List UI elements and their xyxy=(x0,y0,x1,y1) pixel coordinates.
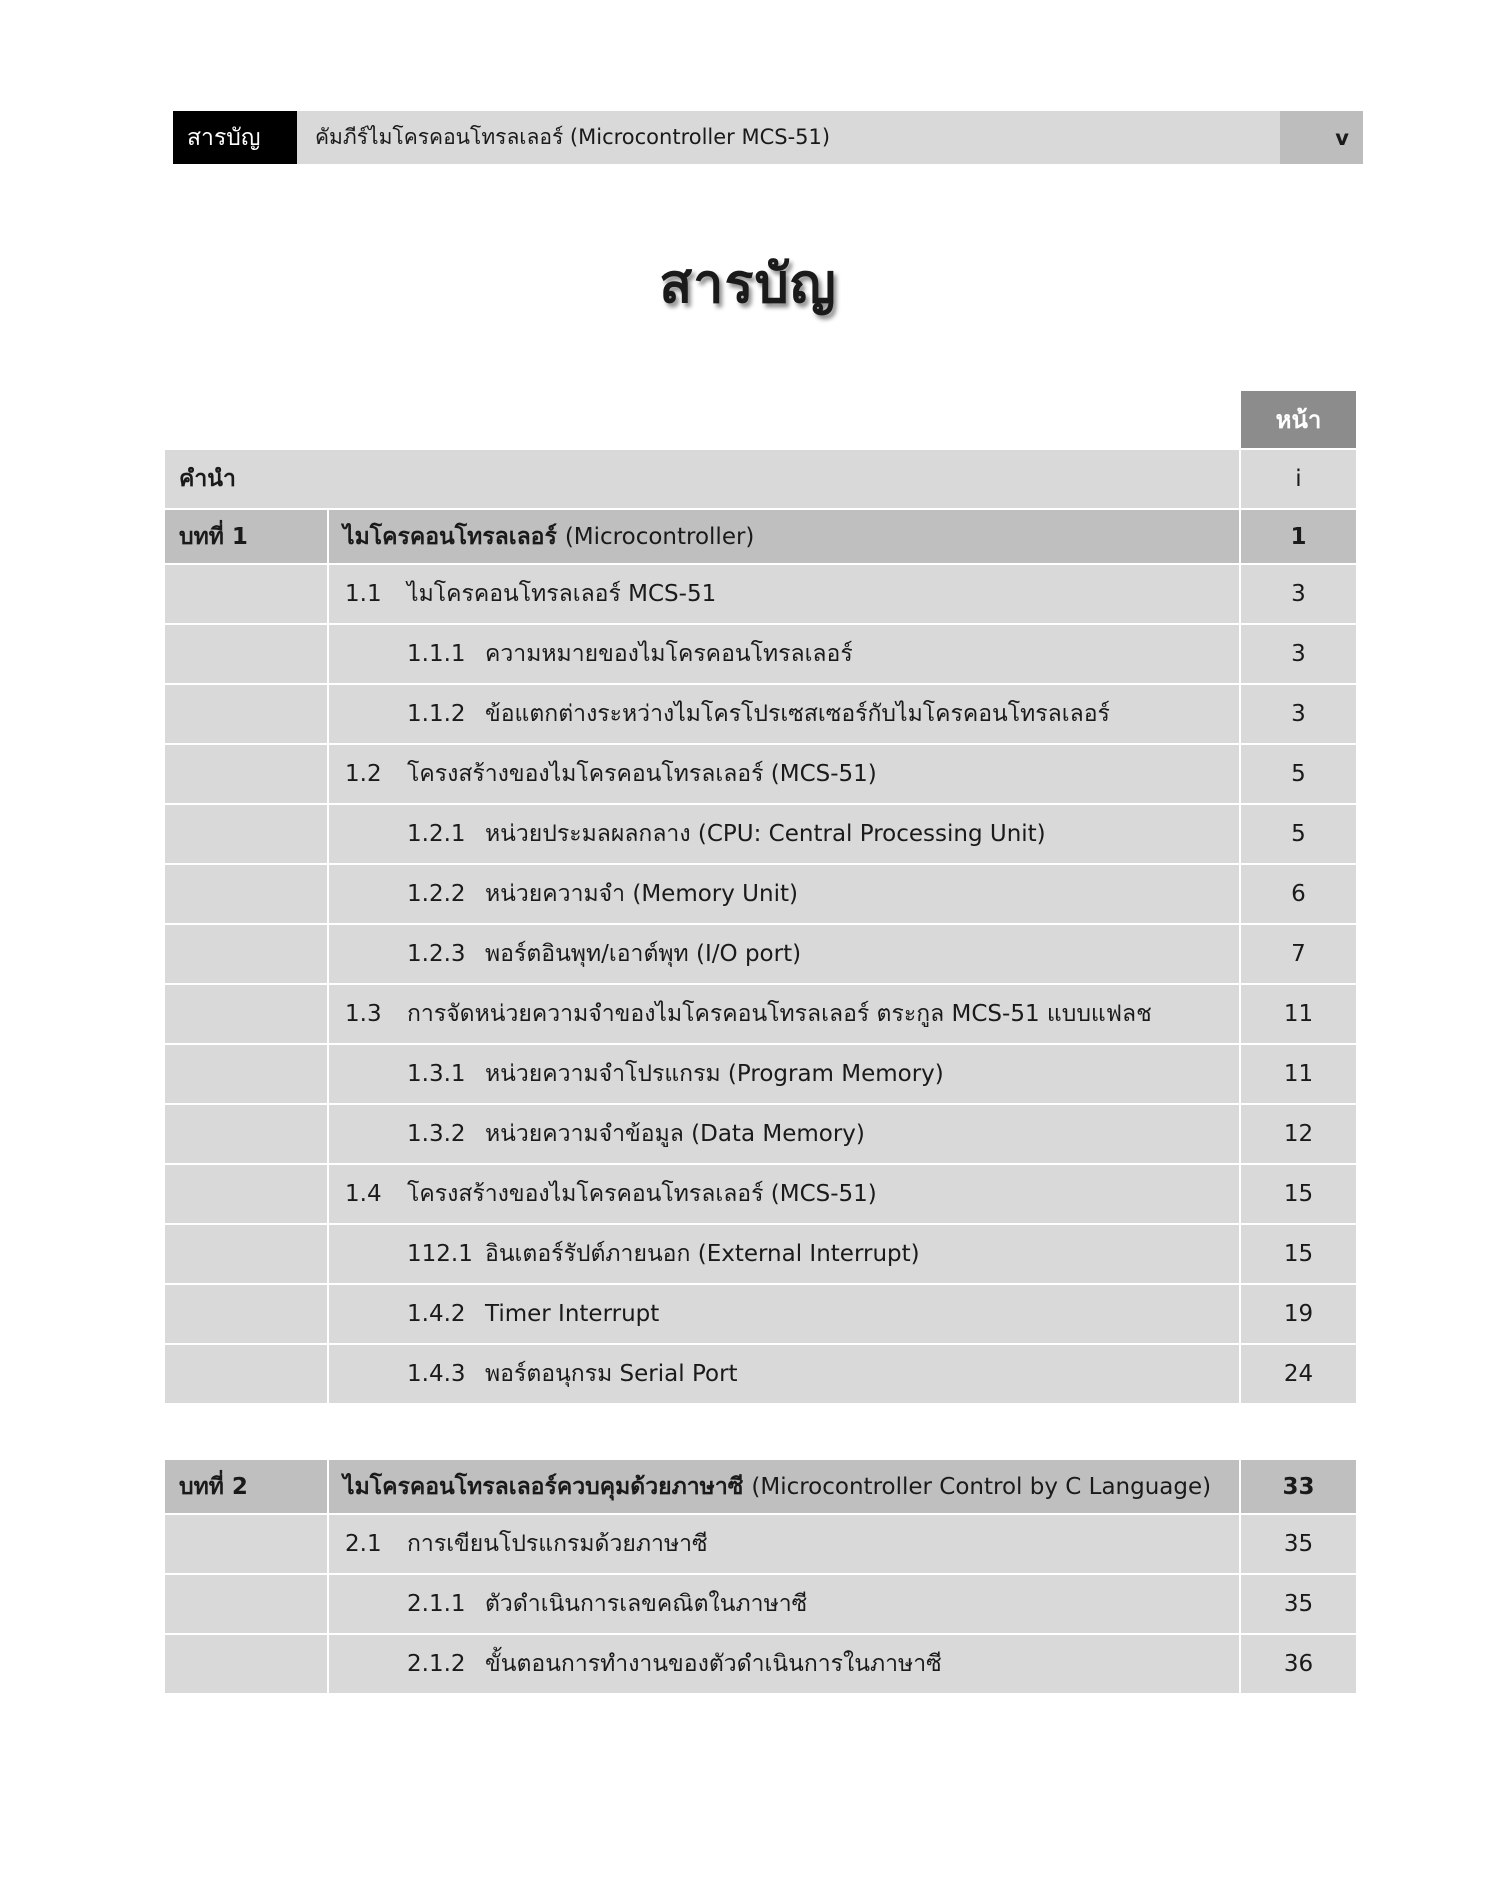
toc-item-number: 2.1.1 xyxy=(407,1591,466,1617)
toc-item-number: 1.2.1 xyxy=(407,821,466,847)
toc-item-page: 3 xyxy=(1241,625,1356,683)
toc-item-number: 1.3.2 xyxy=(407,1121,466,1147)
toc-item-text: โครงสร้างของไมโครคอนโทรลเลอร์ (MCS-51) xyxy=(407,1181,877,1207)
toc-item-page: 11 xyxy=(1241,1045,1356,1103)
toc-row[interactable] xyxy=(165,1225,1356,1283)
toc-row[interactable] xyxy=(165,1285,1356,1343)
toc-item-page: 6 xyxy=(1241,865,1356,923)
toc-item-number: 2.1.2 xyxy=(407,1651,466,1677)
running-header xyxy=(173,111,1363,164)
toc-row[interactable] xyxy=(165,1105,1356,1163)
chapter-1-page: 1 xyxy=(1241,510,1356,563)
toc-item-number: 112.1 xyxy=(407,1241,473,1267)
toc-item-number: 1.4.2 xyxy=(407,1301,466,1327)
toc-row[interactable] xyxy=(165,1635,1356,1693)
toc-item-number: 1.1.2 xyxy=(407,701,466,727)
toc-item-page: 5 xyxy=(1241,805,1356,863)
toc-item-text: การจัดหน่วยความจำของไมโครคอนโทรลเลอร์ ตระกูล MCS-51 แบบแฟลช xyxy=(407,1001,1152,1027)
toc-item-number: 1.4 xyxy=(345,1181,382,1207)
toc-item-text: ตัวดำเนินการเลขคณิตในภาษาซี xyxy=(485,1591,808,1617)
toc-item-text: ความหมายของไมโครคอนโทรลเลอร์ xyxy=(485,641,853,667)
toc-row[interactable] xyxy=(165,625,1356,683)
toc-item-page: 12 xyxy=(1241,1105,1356,1163)
toc-item-text: ข้อแตกต่างระหว่างไมโครโปรเซสเซอร์กับไมโครคอนโทรลเลอร์ xyxy=(485,701,1110,727)
toc-item-number: 1.4.3 xyxy=(407,1361,466,1387)
toc-row[interactable] xyxy=(165,745,1356,803)
toc-table-chapter-2 xyxy=(165,1460,1356,1695)
toc-row-chapter-2[interactable] xyxy=(165,1460,1356,1513)
page-title: สารบัญ xyxy=(659,252,837,315)
toc-item-text: หน่วยความจำโปรแกรม (Program Memory) xyxy=(485,1061,944,1087)
header-book-title: คัมภีร์ไมโครคอนโทรลเลอร์ (Microcontroller MCS-51) xyxy=(297,111,1280,164)
toc-item-text: หน่วยความจำ (Memory Unit) xyxy=(485,881,798,907)
header-section-label: สารบัญ xyxy=(173,111,297,164)
toc-item-number: 1.3.1 xyxy=(407,1061,466,1087)
toc-item-page: 11 xyxy=(1241,985,1356,1043)
toc-row[interactable] xyxy=(165,1515,1356,1573)
toc-item-page: 5 xyxy=(1241,745,1356,803)
chapter-2-label: บทที่ 2 xyxy=(165,1460,327,1513)
toc-item-page: 36 xyxy=(1241,1635,1356,1693)
toc-item-number: 1.1.1 xyxy=(407,641,466,667)
toc-row[interactable] xyxy=(165,1165,1356,1223)
toc-item-number: 1.1 xyxy=(345,581,382,607)
toc-item-page: 19 xyxy=(1241,1285,1356,1343)
chapter-2-title xyxy=(329,1460,1239,1513)
toc-item-text: หน่วยประมลผลกลาง (CPU: Central Processing Unit) xyxy=(485,821,1046,847)
toc-row[interactable] xyxy=(165,1345,1356,1403)
toc-item-number: 1.2.2 xyxy=(407,881,466,907)
toc-row-chapter-1[interactable] xyxy=(165,510,1356,563)
toc-item-text: โครงสร้างของไมโครคอนโทรลเลอร์ (MCS-51) xyxy=(407,761,877,787)
toc-item-number: 1.2 xyxy=(345,761,382,787)
toc-item-text: พอร์ตอินพุท/เอาต์พุท (I/O port) xyxy=(485,941,802,967)
toc-item-text: ไมโครคอนโทรลเลอร์ MCS-51 xyxy=(407,581,717,607)
header-page-number: v xyxy=(1280,111,1363,164)
toc-item-text: ขั้นตอนการทำงานของตัวดำเนินการในภาษาซี xyxy=(485,1651,942,1677)
chapter-2-title-en: (Microcontroller Control by C Language) xyxy=(751,1473,1212,1500)
toc-row[interactable] xyxy=(165,925,1356,983)
preface-title-cell xyxy=(327,450,1239,508)
toc-row[interactable] xyxy=(165,685,1356,743)
toc-row[interactable] xyxy=(165,1045,1356,1103)
toc-row[interactable] xyxy=(165,805,1356,863)
toc-item-text: การเขียนโปรแกรมด้วยภาษาซี xyxy=(407,1531,708,1557)
toc-item-number: 1.3 xyxy=(345,1001,382,1027)
toc-item-number: 2.1 xyxy=(345,1531,382,1557)
toc-item-page: 15 xyxy=(1241,1165,1356,1223)
toc-item-text: พอร์ตอนุกรม Serial Port xyxy=(485,1361,738,1387)
toc-item-page: 35 xyxy=(1241,1515,1356,1573)
toc-table-chapter-1 xyxy=(165,450,1356,1405)
chapter-1-label: บทที่ 1 xyxy=(165,510,327,563)
toc-item-text: หน่วยความจำข้อมูล (Data Memory) xyxy=(485,1121,865,1147)
toc-item-page: 7 xyxy=(1241,925,1356,983)
toc-item-page: 15 xyxy=(1241,1225,1356,1283)
preface-label: คำนำ xyxy=(165,450,327,508)
toc-item-page: 3 xyxy=(1241,565,1356,623)
chapter-2-page: 33 xyxy=(1241,1460,1356,1513)
toc-item-number: 1.2.3 xyxy=(407,941,466,967)
toc-item-page: 3 xyxy=(1241,685,1356,743)
chapter-1-title xyxy=(329,510,1239,563)
page-column-header: หน้า xyxy=(1241,391,1356,448)
toc-row[interactable] xyxy=(165,565,1356,623)
toc-row[interactable] xyxy=(165,1575,1356,1633)
toc-item-page: 24 xyxy=(1241,1345,1356,1403)
chapter-1-title-en: (Microcontroller) xyxy=(564,523,755,550)
toc-item-text: อินเตอร์รัปต์ภายนอก (External Interrupt) xyxy=(485,1241,920,1267)
toc-row[interactable] xyxy=(165,985,1356,1043)
toc-item-text: Timer Interrupt xyxy=(485,1301,660,1327)
toc-row[interactable] xyxy=(165,865,1356,923)
toc-item-page: 35 xyxy=(1241,1575,1356,1633)
preface-page: i xyxy=(1241,450,1356,508)
chapter-2-title-th: ไมโครคอนโทรลเลอร์ควบคุมด้วยภาษาซี xyxy=(343,1473,744,1500)
toc-row-preface[interactable] xyxy=(165,450,1356,508)
chapter-1-title-th: ไมโครคอนโทรลเลอร์ xyxy=(343,523,557,550)
